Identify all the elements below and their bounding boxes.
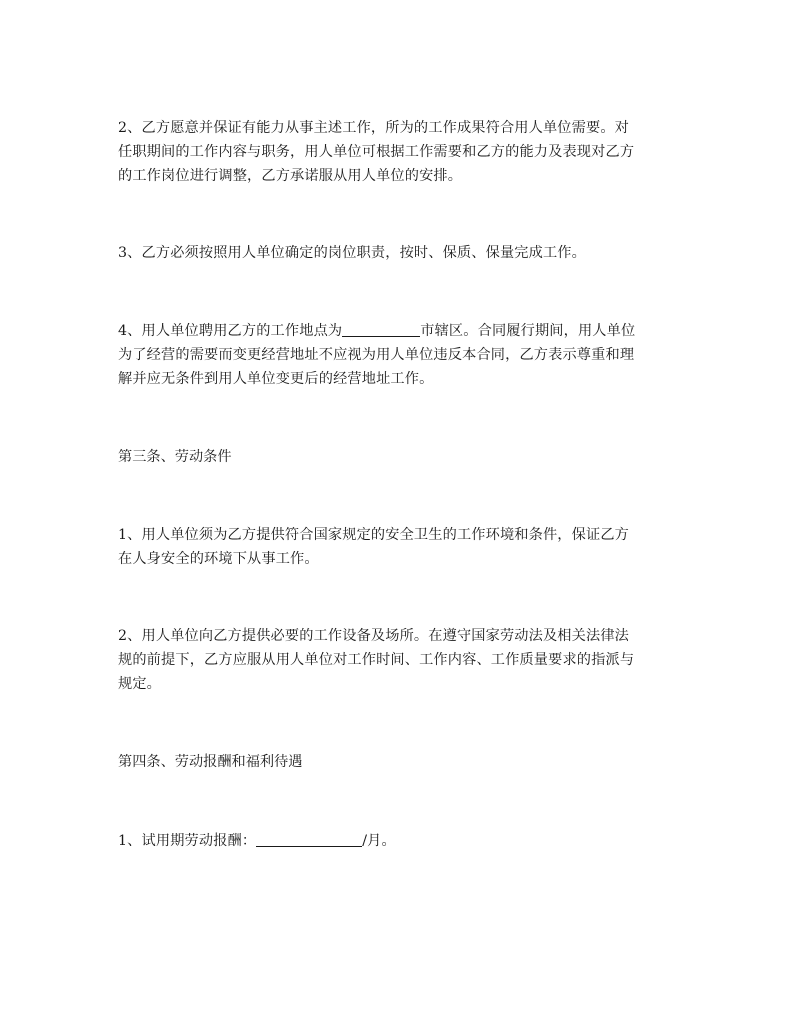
clause-4-work-location	[118, 319, 683, 391]
text-segment: /月。	[362, 833, 396, 849]
clause-2-work-ability	[118, 116, 683, 188]
text-line: 规的前提下，乙方应服从用人单位对工作时间、工作内容、工作质量要求的指派与	[118, 652, 635, 668]
fill-in-blank-location	[342, 322, 420, 337]
text-line: 的工作岗位进行调整，乙方承诺服从用人单位的安排。	[118, 168, 463, 184]
text-line	[118, 319, 683, 343]
text-line: 为了经营的需要而变更经营地址不应视为用人单位违反本合同，乙方表示尊重和理	[118, 347, 635, 363]
text-line: 2、用人单位向乙方提供必要的工作设备及场所。在遵守国家劳动法及相关法律法	[118, 628, 629, 644]
text-line: 解并应无条件到用人单位变更后的经营地址工作。	[118, 371, 434, 387]
article-3-clause-2	[118, 624, 683, 696]
article-3-heading: 第三条、劳动条件	[118, 449, 232, 465]
text-line: 在人身安全的环境下从事工作。	[118, 551, 319, 567]
text-line: 1、用人单位须为乙方提供符合国家规定的安全卫生的工作环境和条件，保证乙方	[118, 527, 629, 543]
text-segment: 4、用人单位聘用乙方的工作地点为	[118, 323, 343, 339]
article-3-clause-1	[118, 523, 683, 571]
text-segment: 市辖区。合同履行期间，用人单位	[420, 323, 636, 339]
text-segment: 1、试用期劳动报酬：	[118, 833, 257, 849]
article-4-heading: 第四条、劳动报酬和福利待遇	[118, 754, 303, 770]
text-line: 2、乙方愿意并保证有能力从事主述工作，所为的工作成果符合用人单位需要。对	[118, 120, 629, 136]
text-line: 3、乙方必须按照用人单位确定的岗位职责，按时、保质、保量完成工作。	[118, 245, 586, 261]
text-line: 任职期间的工作内容与职务，用人单位可根据工作需要和乙方的能力及表现对乙方	[118, 144, 635, 160]
fill-in-blank-salary	[256, 832, 362, 847]
text-line	[118, 829, 683, 853]
clause-3-job-duties	[118, 241, 683, 265]
text-line: 规定。	[118, 676, 162, 692]
article-4-clause-1	[118, 829, 683, 853]
